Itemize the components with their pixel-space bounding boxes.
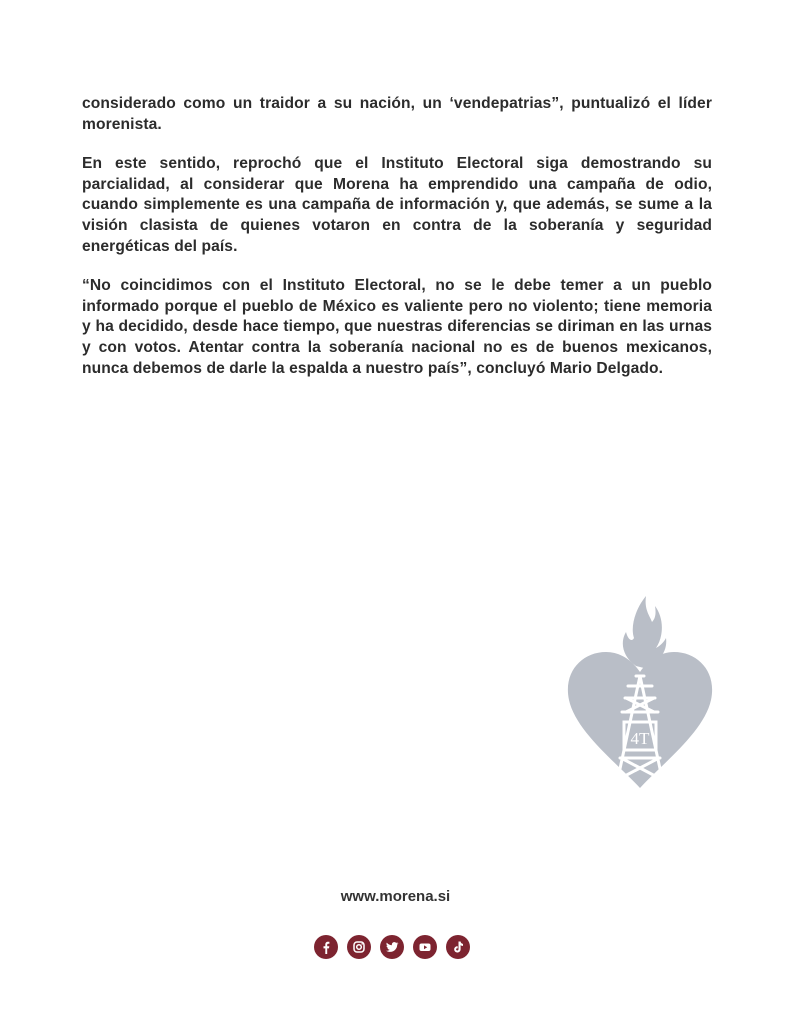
paragraph: “No coincidimos con el Instituto Electoral, no se le debe temer a un pueblo informado porque el pueblo de México es valiente pero no violento; tiene memoria y ha decidido, desde hace tiempo, que nuestras diferencias se diriman en las urnas y con votos. Atentar contra la soberanía nacional no es de buenos mexicanos, nunca debemos de darle la espalda a nuestro país”, concluyó Mario Delgado. — [82, 277, 712, 377]
twitter-icon[interactable] — [380, 935, 404, 959]
logo-graphic — [566, 592, 714, 792]
logo-text: 4T — [630, 729, 650, 748]
article-body — [82, 94, 712, 398]
instagram-icon[interactable] — [347, 935, 371, 959]
website-link[interactable]: www.morena.si — [340, 888, 451, 905]
social-icons-bar — [314, 935, 474, 961]
heart-oil-derrick-logo — [566, 592, 714, 792]
paragraph: En este sentido, reprochó que el Instituto Electoral siga demostrando su parcialidad, al considerar que Morena ha emprendido una campaña de odio, cuando simplemente es una campaña de información y, que además, se sume a la visión clasista de quienes votaron en contra de la soberanía y seguridad energéticas del país. — [82, 155, 712, 255]
tiktok-icon[interactable] — [446, 935, 470, 959]
youtube-icon[interactable] — [413, 935, 437, 959]
paragraph: considerado como un traidor a su nación, un ‘vendepatrias”, puntualizó el líder morenista. — [82, 95, 712, 133]
facebook-icon[interactable] — [314, 935, 338, 959]
